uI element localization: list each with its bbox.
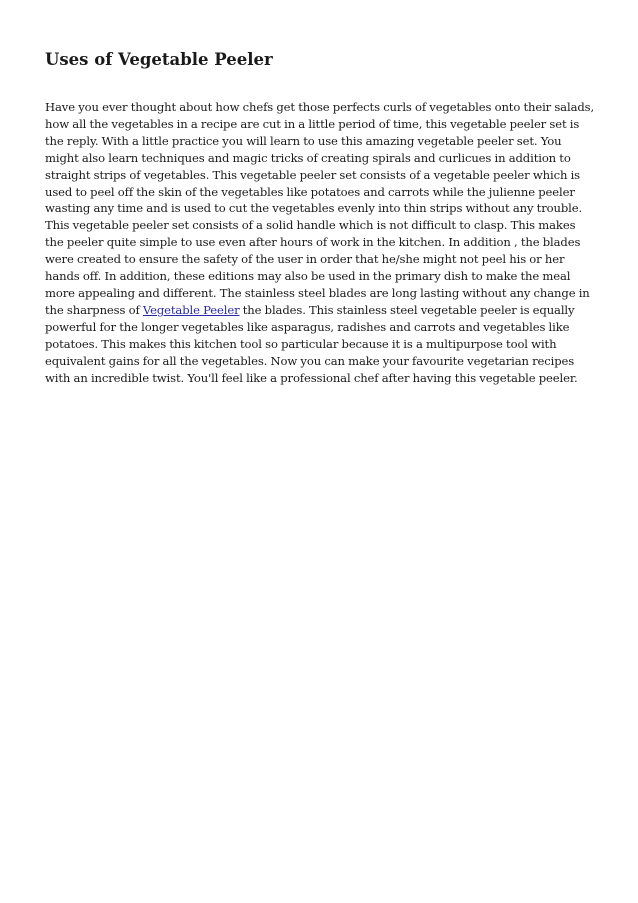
document-title: Uses of Vegetable Peeler [45, 50, 273, 69]
paragraph-text-after-link: the blades. This stainless steel vegetable peeler is equally powerful for the longer vegetables like asparagus, radishes and carrots and vegetables like potatoes. This makes this kitchen tool so particular because it is a multipurpose tool with equivalent gains for all the vegetables. Now you can make your favourite vegetarian recipes with an incredible twist. You'll feel like a professional chef after having this vegetable peeler. [45, 302, 578, 385]
vegetable-peeler-link[interactable]: Vegetable Peeler [142, 302, 240, 317]
body-paragraph [45, 99, 595, 386]
paragraph-text-before-link: Have you ever thought about how chefs get those perfects curls of vegetables onto their salads, how all the vegetables in a recipe are cut in a little period of time, this vegetable peeler set is the reply. With a little practice you will learn to use this amazing vegetable peeler set. You might also learn techniques and magic tricks of creating spirals and curlicues in addition to straight strips of vegetables. This vegetable peeler set consists of a vegetable peeler which is used to peel off the skin of the vegetables like potatoes and carrots while the julienne peeler wasting any time and is used to cut the vegetables evenly into thin strips without any trouble. This vegetable peeler set consists of a solid handle which is not difficult to clasp. This makes the peeler quite simple to use even after hours of work in the kitchen. In addition , the blades were created to ensure the safety of the user in order that he/she might not peel his or her hands off. In addition, these editions may also be used in the primary dish to make the meal more appealing and different. The stainless steel blades are long lasting without any change in the sharpness of [45, 100, 595, 317]
document-page [45, 48, 595, 386]
